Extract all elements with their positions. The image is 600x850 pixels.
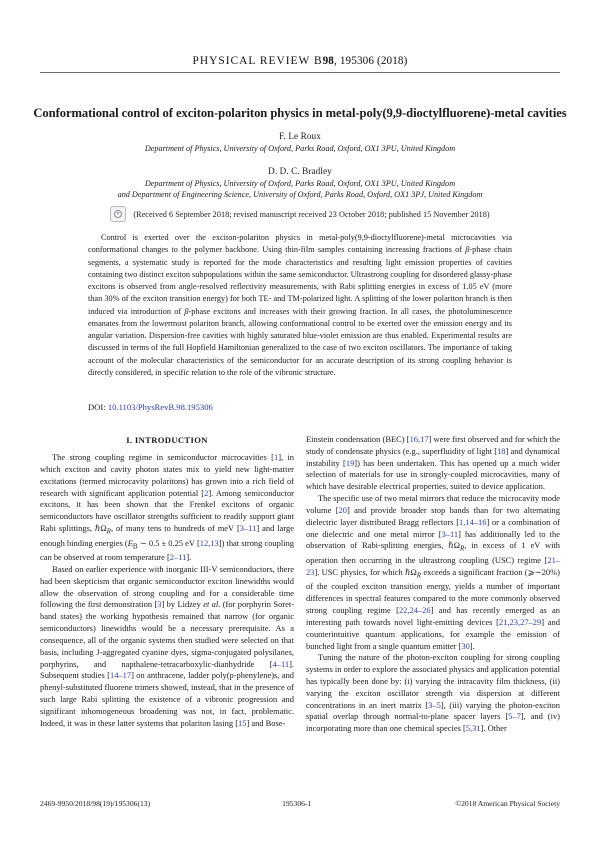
paragraph: Based on earlier experience with inorganic III-V semiconductors, there had been skepticism that organic semiconductor exciton linewidths would allow the observation of strong coupling and for a considerable time following the first demonstration [3] by Lidzey et al. (for porphyrin Soret-band states) the working hypothesis remained that narrow (for organic semiconductors) linewidths would be a necessary prerequisite. As a consequence, all of the organic systems then studied were selected on that basis, including J-aggregated cyanine dyes, sigma-conjugated polysilanes, porphyrins, and napthalene-tetracarboxylic-dianhydride [4–11]. Subsequent studies [14–17] on anthracene, ladder poly(p-phenylene)s, and phenyl-substituted fluorene trimers showed, instead, that in the presence of such large Rabi splitting the existence of a vibronic progression and significant inhomogeneous broadening was not, in fact, problematic. Indeed, it was in these latter systems that polariton lasing [15] and Bose- — [40, 563, 295, 728]
paragraph: Einstein condensation (BEC) [16,17] were first observed and for which the study of condensate physics (e.g., superfluidity of light [18] and dynamical instability [19]) has been undertaken. This has opened up a much wider selection of materials for use in strongly-coupled microcavities, many of which have desirable electrical properties, suited to device application. — [306, 434, 561, 492]
header-rule — [40, 72, 560, 73]
footer-page-number: 195306-1 — [282, 799, 312, 808]
affiliation-line-1: Department of Physics, University of Oxford, Parks Road, Oxford, OX1 3PU, United Kingdom — [144, 179, 456, 188]
footer-copyright: ©2018 American Physical Society — [455, 799, 560, 808]
publication-dates-row — [26, 206, 574, 222]
page-title: Conformational control of exciton-polariton physics in metal-poly(9,9-dioctylfluorene)-metal cavities — [33, 106, 567, 120]
journal-volume: 98 — [322, 55, 335, 67]
page-footer — [40, 799, 560, 808]
body-column-left — [40, 434, 294, 730]
author-affiliation-2 — [26, 179, 574, 201]
author-name-2: D. D. C. Bradley — [268, 166, 332, 176]
affiliation-line-2: and Department of Engineering Science, University of Oxford, Parks Road, Oxford, OX1 3PJ, United Kingdom — [117, 189, 483, 199]
abstract: Control is exerted over the exciton-polariton physics in metal-poly(9,9-dioctylfluorene)-metal microcavities via conformational changes to the polymer backbone. Using thin-film samples containing increasing fractions of β-phase chain segments, a systematic study is reported for the mode characteristics and resulting light emission properties of cavities containing two distinct exciton subpopulations within the same semiconductor. Ultrastrong coupling for disordered glassy-phase excitons is observed from angle-resolved reflectivity measurements, with Rabi splitting energies in excess of 1.05 eV (more than 30% of the exciton transition energy) for both TE- and TM-polarized light. A splitting of the lower polariton branch is then induced via introduction of β-phase excitons and increases with their growing fraction. In all cases, the photoluminescence emanates from the lowermost polariton branch, allowing conformational control to be exerted over the emission energy and its angular variation. Dispersion-free cavities with highly saturated blue-violet emission are thus enabled. Experimental results are discussed in terms of the full Hopfield Hamiltonian generalized to the case of two exciton oscillators. The importance of taking account of the molecular characteristics of the semiconductor for an accurate description of its strong coupling behavior is directly considered, in specific relation to the role of the vibronic structure. — [88, 233, 512, 377]
publication-dates: (Received 6 September 2018; revised manuscript received 23 October 2018; published 15 November 2018) — [133, 209, 490, 219]
author-name-1: F. Le Roux — [279, 131, 321, 141]
journal-article-year: , 195306 (2018) — [334, 55, 408, 67]
footer-issn: 2469-9950/2018/98(19)/195306(13) — [40, 799, 151, 808]
section-heading-introduction: I. INTRODUCTION — [126, 435, 208, 445]
journal-running-head — [40, 55, 560, 67]
doi-line — [88, 402, 512, 412]
author-affiliation-1: Department of Physics, University of Oxford, Parks Road, Oxford, OX1 3PU, United Kingdom — [144, 144, 456, 153]
paragraph: Tuning the nature of the photon-exciton coupling for strong coupling systems in order to explore the associated physics and application potential has typically been done by: (i) varying the intracavity film thickness, (ii) varying the exciton oscillator strength via dispersion at different concentrations in an inert matrix [3–5], (iii) varying the photon-exciton spatial overlap through normal-to-plane spacer layers [5–7], and (iv) incorporating more than one chemical species [5,31]. Other — [306, 652, 560, 734]
paragraph: The specific use of two metal mirrors that reduce the microcavity mode volume [20] and provide broader stop bands than for two alternating dielectric layer distributed Bragg reflectors [1,14–16] or a combination of one dielectric and one metal mirror [3–11] has additionally led to the observation of Rabi-splitting energies, ℏΩ$_R$, in excess of 1 eV with operation then occurring in the ultrastrong coupling (USC) regime [21–23]. USC physics, for which ℏΩ$_R$ exceeds a significant fraction (⩾∼20%) of the coupled exciton transition energy, yields a number of important differences in spectral features compared to the more commonly observed strong coupling regime [22,24–26] and has recently emerged as an interesting path towards novel light-emitting devices [21,23,27–29] and counterintuitive quantum applications, for example the emission of bunched light from a single quantum emitter [30]. — [306, 493, 561, 651]
crossmark-ring — [114, 210, 122, 218]
crossmark-badge-icon[interactable] — [110, 206, 126, 222]
paragraph: The strong coupling regime in semiconductor microcavities [1], in which exciton and cavity photon states mix to yield new light-matter excitations (termed microcavity polaritons) has grown into a rich field of research with significant application potential [2]. Among semiconductor excitons, it has been shown that the Frenkel excitons of organic semiconductors have oscillator strengths sufficient to readily support giant Rabi splittings, ℏΩ$_R$, of many tens to hundreds of meV [3–11] and large enough binding energies ($E_B$ ∼ 0.5 ± 0.25 eV [12,13]) that strong coupling can be observed at room temperature [2–11]. — [40, 452, 294, 563]
doi-link[interactable]: 10.1103/PhysRevB.98.195306 — [107, 402, 213, 412]
journal-name: PHYSICAL REVIEW B — [192, 55, 323, 67]
doi-label: DOI: — [88, 402, 106, 412]
body-column-right — [306, 434, 560, 735]
